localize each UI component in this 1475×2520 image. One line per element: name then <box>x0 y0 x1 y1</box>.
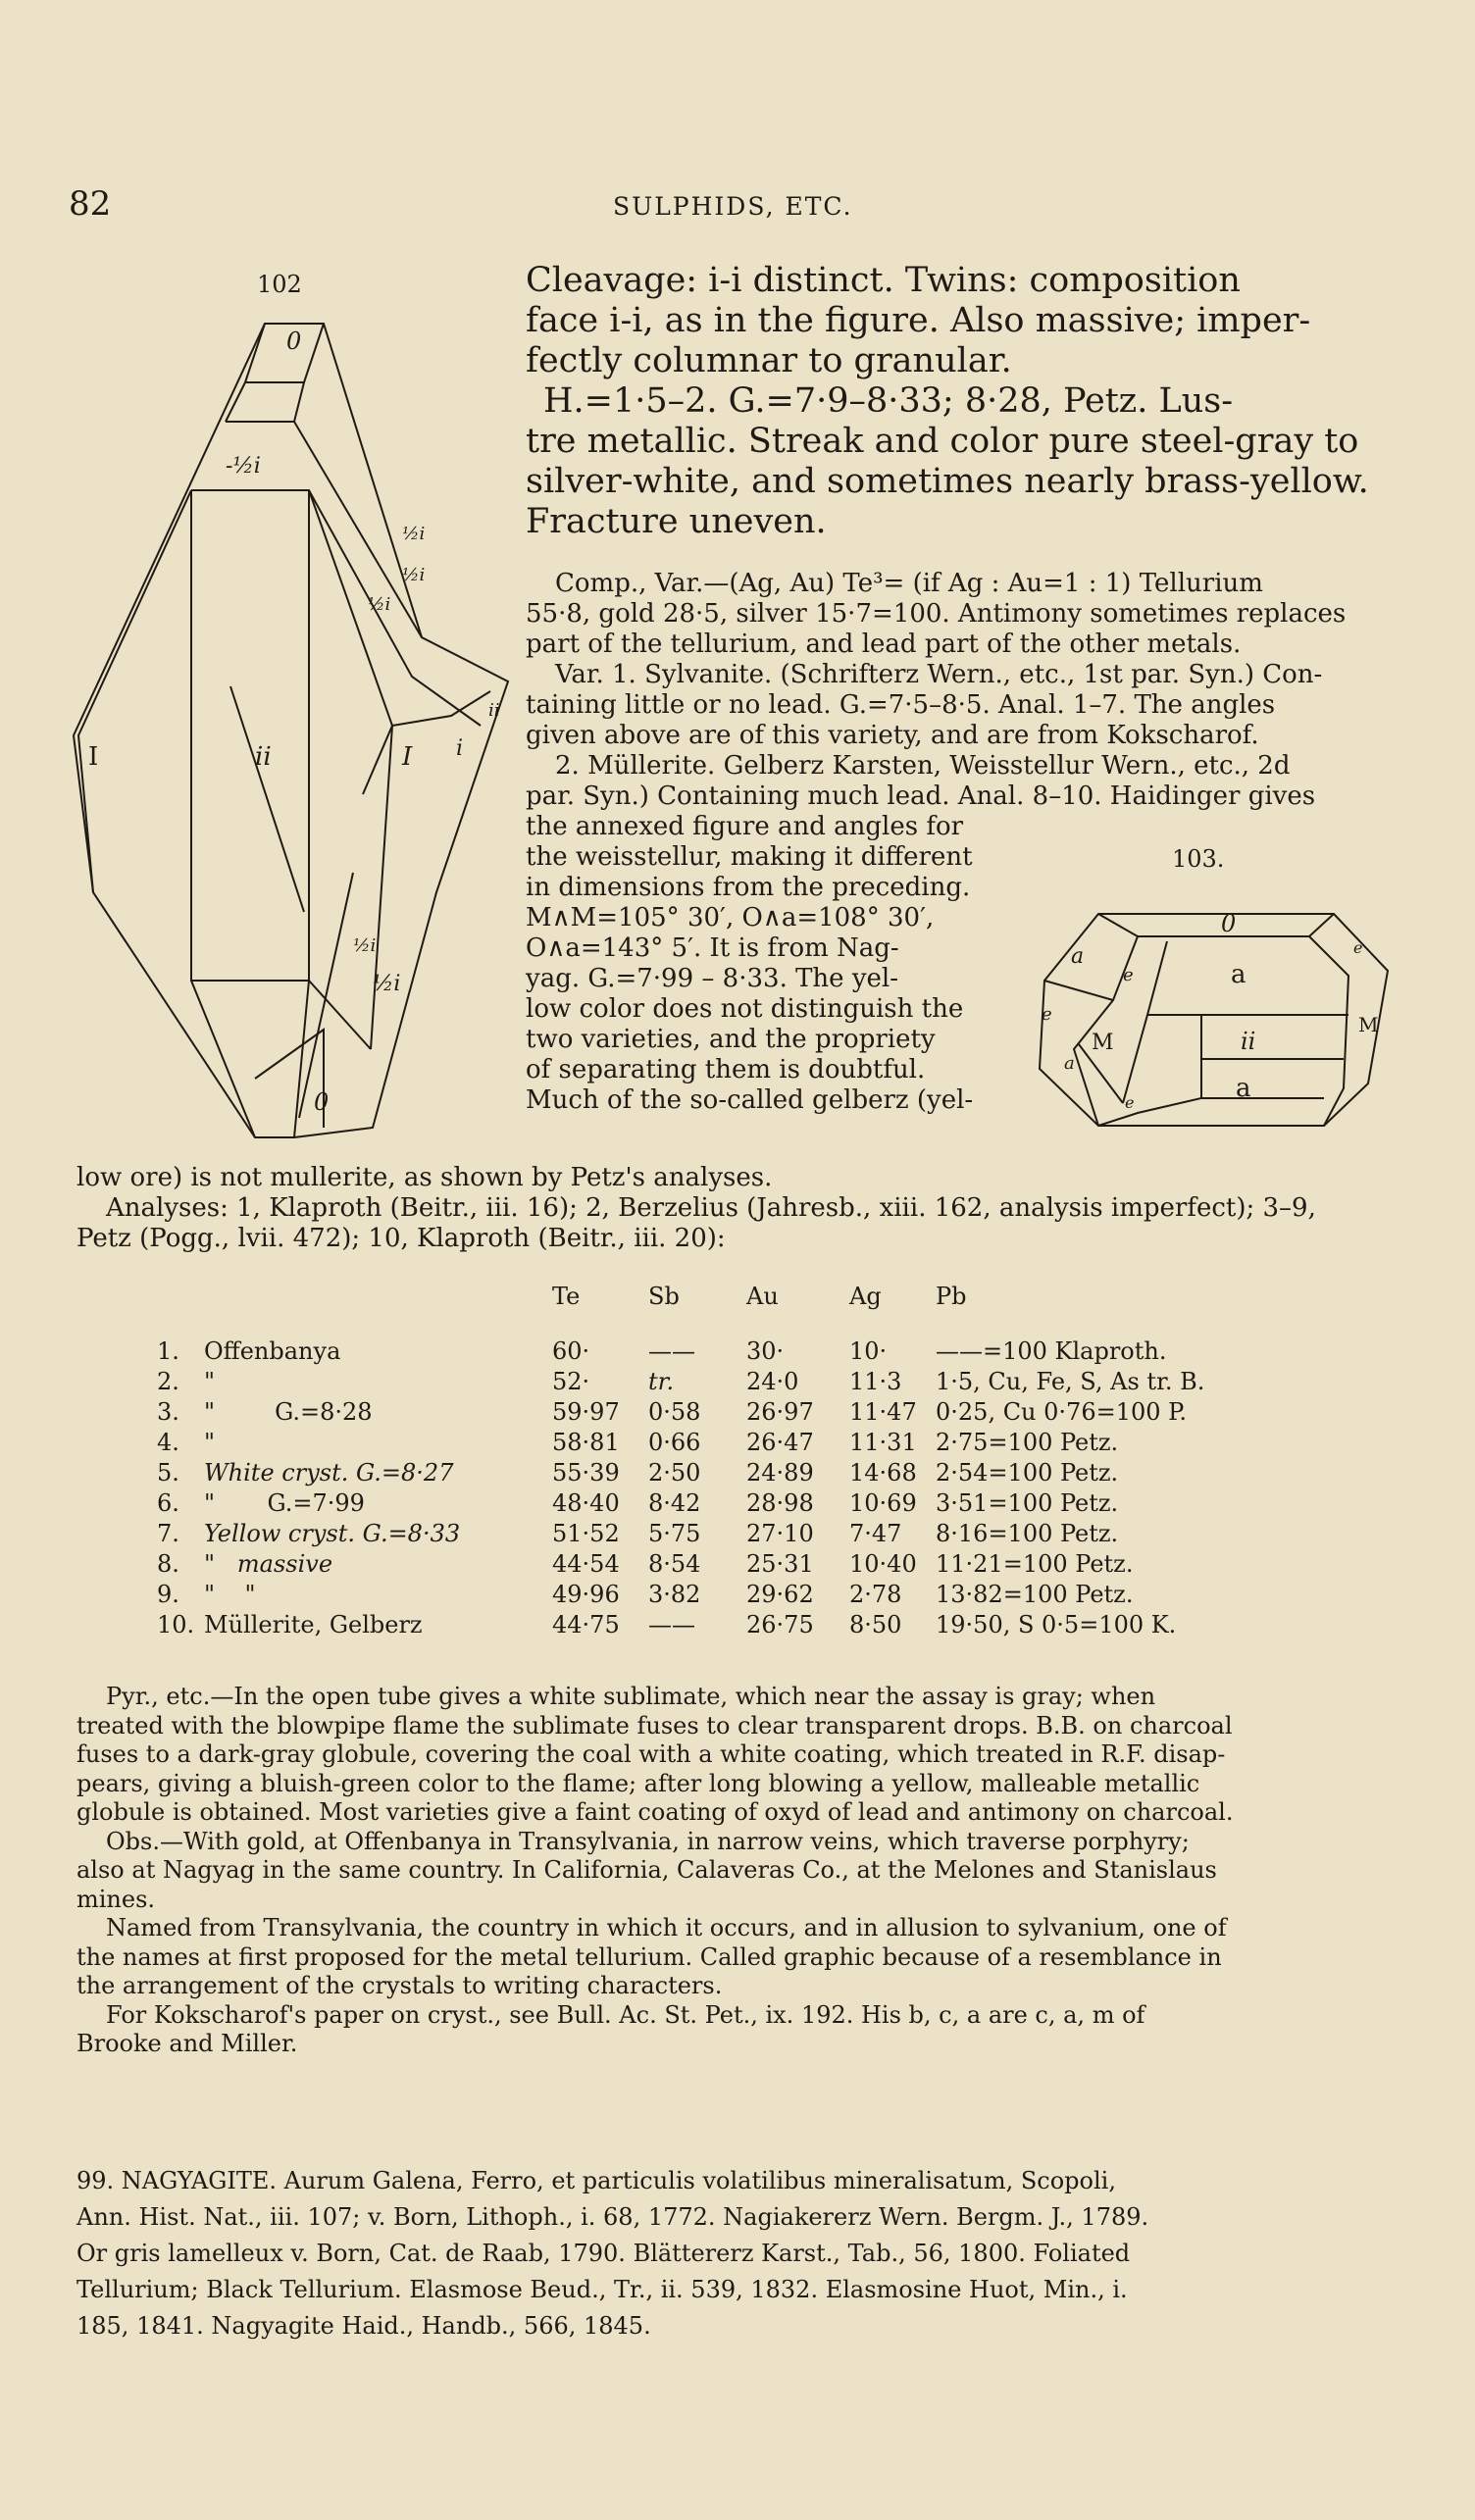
locality: Müllerite, Gelberz <box>204 1611 423 1638</box>
locality: " <box>204 1429 216 1456</box>
table-header: Pb <box>936 1283 967 1310</box>
pb-value: 3·51=100 Petz. <box>936 1489 1119 1517</box>
pyr-obs-paragraph <box>76 1683 1233 2059</box>
face-label: i <box>456 736 464 761</box>
text-line: Tellurium; Black Tellurium. Elasmose Beud., Tr., ii. 539, 1832. Elasmosine Huot, Min., i. <box>76 2276 1128 2303</box>
crystal-edge <box>191 490 309 1137</box>
text-line: fuses to a dark-gray globule, covering the coal with a white coating, which treated in R.F. disap- <box>76 1740 1226 1768</box>
sb-value: 8·54 <box>648 1550 701 1578</box>
crystal-outline <box>74 324 508 1137</box>
text-line: Fracture uneven. <box>526 502 827 541</box>
text-line: pears, giving a bluish-green color to the flame; after long blowing a yellow, malleable metallic <box>76 1769 1200 1797</box>
row-number: 8. <box>157 1550 179 1578</box>
table-row <box>157 1337 1204 1368</box>
face-label: ½i <box>373 972 401 996</box>
face-label: 0 <box>314 1088 330 1116</box>
text-line: taining little or no lead. G.=7·5–8·5. Anal. 1–7. The angles <box>526 690 1276 720</box>
te-value: 58·81 <box>552 1429 620 1456</box>
au-value: 30· <box>746 1337 785 1365</box>
face-label: ii <box>1241 1028 1256 1055</box>
te-value: 44·54 <box>552 1550 620 1578</box>
text-line: Obs.—With gold, at Offenbanya in Transylvania, in narrow veins, which traverse porphyry; <box>106 1827 1190 1855</box>
composition-paragraph <box>526 569 1346 812</box>
sb-value: —— <box>648 1611 695 1638</box>
sb-value: 2·50 <box>648 1459 701 1487</box>
ag-value: 10·69 <box>849 1489 917 1517</box>
text-line: Much of the so-called gelberz (yel- <box>526 1085 974 1115</box>
pb-value: 0·25, Cu 0·76=100 P. <box>936 1398 1188 1426</box>
text-line: 185, 1841. Nagyagite Haid., Handb., 566, 1845. <box>76 2312 651 2340</box>
text-line: the weisstellur, making it different <box>526 842 973 872</box>
figure-102-crystal <box>59 304 520 1157</box>
face-label: ½i <box>368 594 391 615</box>
te-value: 51·52 <box>552 1520 620 1547</box>
figure-102-number: 102 <box>257 271 302 298</box>
ag-value: 14·68 <box>849 1459 917 1487</box>
locality: " <box>204 1368 216 1395</box>
text-line: 2. Müllerite. Gelberz Karsten, Weisstellur Wern., etc., 2d <box>555 751 1291 781</box>
running-title: SULPHIDS, ETC. <box>613 192 853 221</box>
au-value: 26·97 <box>746 1398 814 1426</box>
row-number: 3. <box>157 1398 179 1426</box>
text-line: H.=1·5–2. G.=7·9–8·33; 8·28, Petz. Lus- <box>543 381 1234 421</box>
face-label: M <box>1092 1031 1114 1055</box>
text-line: Analyses: 1, Klaproth (Beitr., iii. 16); 2, Berzelius (Jahresb., xiii. 162, analysis imperfect); 3–9, <box>106 1193 1316 1223</box>
ag-value: 11·31 <box>849 1429 917 1456</box>
text-line: Brooke and Miller. <box>76 2030 298 2057</box>
text-line: Cleavage: i-i distinct. Twins: composition <box>526 261 1241 300</box>
au-value: 25·31 <box>746 1550 814 1578</box>
te-value: 60· <box>552 1337 590 1365</box>
face-label: e <box>1042 1004 1052 1025</box>
page-number: 82 <box>69 184 112 224</box>
face-label: ii <box>255 742 272 772</box>
face-label: ½i <box>402 565 426 585</box>
analyses-intro <box>76 1163 1316 1254</box>
locality: " G.=8·28 <box>204 1398 373 1426</box>
sb-value: tr. <box>648 1368 675 1395</box>
face-label: I <box>88 742 99 772</box>
crystal-edge <box>363 691 490 794</box>
text-line: Comp., Var.—(Ag, Au) Te³= (if Ag : Au=1 : 1) Tellurium <box>555 569 1263 598</box>
face-label: e <box>1125 1093 1135 1112</box>
pb-value: 2·75=100 Petz. <box>936 1429 1119 1456</box>
ag-value: 7·47 <box>849 1520 902 1547</box>
table-row <box>157 1520 1204 1550</box>
text-line: treated with the blowpipe flame the sublimate fuses to clear transparent drops. B.B. on charcoal <box>76 1711 1233 1739</box>
face-label: e <box>1353 938 1363 957</box>
pb-value: 8·16=100 Petz. <box>936 1520 1119 1547</box>
row-number: 5. <box>157 1459 179 1487</box>
text-line: Ann. Hist. Nat., iii. 107; v. Born, Lithoph., i. 68, 1772. Nagiakererz Wern. Bergm. J., 1789. <box>76 2203 1149 2231</box>
crystal-edge <box>1201 1015 1348 1098</box>
text-line: globule is obtained. Most varieties give a faint coating of oxyd of lead and antimony on charcoal. <box>76 1798 1234 1826</box>
pb-value: 2·54=100 Petz. <box>936 1459 1119 1487</box>
table-header: Au <box>746 1283 779 1310</box>
te-value: 44·75 <box>552 1611 620 1638</box>
sb-value: 3·82 <box>648 1581 701 1608</box>
locality: Offenbanya <box>204 1337 341 1365</box>
crystal-edge <box>294 422 481 726</box>
face-label: ½i <box>353 935 377 956</box>
text-line: face i-i, as in the figure. Also massive; imper- <box>526 301 1311 340</box>
text-line: Var. 1. Sylvanite. (Schrifterz Wern., etc., 1st par. Syn.) Con- <box>555 660 1323 689</box>
au-value: 29·62 <box>746 1581 814 1608</box>
te-value: 55·39 <box>552 1459 620 1487</box>
pb-value: 11·21=100 Petz. <box>936 1550 1134 1578</box>
text-line: the arrangement of the crystals to writing characters. <box>76 1972 723 1999</box>
face-label: I <box>402 742 413 772</box>
ag-value: 8·50 <box>849 1611 902 1638</box>
sb-value: —— <box>648 1337 695 1365</box>
row-number: 7. <box>157 1520 179 1547</box>
row-number: 9. <box>157 1581 179 1608</box>
text-line: M∧M=105° 30′, O∧a=108° 30′, <box>526 903 935 932</box>
table-row <box>157 1581 1204 1611</box>
figure-103-number: 103. <box>1172 845 1225 873</box>
te-value: 48·40 <box>552 1489 620 1517</box>
face-label: a <box>1231 960 1246 989</box>
te-value: 49·96 <box>552 1581 620 1608</box>
text-line: part of the tellurium, and lead part of the other metals. <box>526 630 1242 659</box>
face-label: a <box>1071 944 1085 969</box>
ag-value: 2·78 <box>849 1581 902 1608</box>
locality: " massive <box>204 1550 333 1578</box>
text-line: low color does not distinguish the <box>526 994 964 1024</box>
sb-value: 5·75 <box>648 1520 701 1547</box>
figure-103-crystal <box>1030 902 1402 1128</box>
table-row <box>157 1611 1204 1641</box>
text-line: also at Nagyag in the same country. In California, Calaveras Co., at the Melones and Stanislaus <box>76 1856 1217 1884</box>
pb-value: ——=100 Klaproth. <box>936 1337 1167 1365</box>
text-line: Petz (Pogg., lvii. 472); 10, Klaproth (Beitr., iii. 20): <box>76 1224 726 1253</box>
face-label: a <box>1064 1053 1075 1074</box>
table-row <box>157 1459 1204 1489</box>
face-label: ½i <box>402 524 426 544</box>
text-line: given above are of this variety, and are from Kokscharof. <box>526 721 1259 750</box>
text-line: two varieties, and the propriety <box>526 1025 936 1054</box>
face-label: M <box>1358 1013 1379 1036</box>
au-value: 28·98 <box>746 1489 814 1517</box>
text-line: 55·8, gold 28·5, silver 15·7=100. Antimony sometimes replaces <box>526 599 1347 629</box>
crystal-edge <box>245 324 324 382</box>
au-value: 26·47 <box>746 1429 814 1456</box>
row-number: 6. <box>157 1489 179 1517</box>
text-line: the annexed figure and angles for <box>526 812 964 841</box>
text-line: in dimensions from the preceding. <box>526 873 971 902</box>
text-line: silver-white, and sometimes nearly brass-yellow. <box>526 462 1369 501</box>
face-label: -½i <box>226 454 261 479</box>
text-line: 99. NAGYAGITE. Aurum Galena, Ferro, et particulis volatilibus mineralisatum, Scopoli, <box>76 2167 1116 2194</box>
analysis-table <box>157 1283 1204 1641</box>
pb-value: 19·50, S 0·5=100 K. <box>936 1611 1177 1638</box>
table-row <box>157 1368 1204 1398</box>
intro-paragraph <box>526 261 1369 542</box>
ag-value: 11·47 <box>849 1398 917 1426</box>
crystal-edge <box>1098 941 1201 1126</box>
text-line: par. Syn.) Containing much lead. Anal. 8–10. Haidinger gives <box>526 781 1316 811</box>
crystal-edge <box>191 981 371 1049</box>
text-line: O∧a=143° 5′. It is from Nag- <box>526 933 899 963</box>
ag-value: 10· <box>849 1337 888 1365</box>
mullerite-paragraph <box>526 812 973 1116</box>
locality: Yellow cryst. G.=8·33 <box>204 1520 461 1547</box>
pb-value: 1·5, Cu, Fe, S, As tr. B. <box>936 1368 1205 1395</box>
row-number: 1. <box>157 1337 179 1365</box>
text-line: Or gris lamelleux v. Born, Cat. de Raab, 1790. Blättererz Karst., Tab., 56, 1800. Foliated <box>76 2240 1131 2267</box>
text-line: For Kokscharof's paper on cryst., see Bull. Ac. St. Pet., ix. 192. His b, c, a are c, a, m of <box>106 2000 1145 2029</box>
crystal-edge <box>1079 1015 1147 1103</box>
table-header: Ag <box>849 1283 882 1310</box>
pb-value: 13·82=100 Petz. <box>936 1581 1134 1608</box>
au-value: 26·75 <box>746 1611 814 1638</box>
locality: " " <box>204 1581 256 1608</box>
au-value: 27·10 <box>746 1520 814 1547</box>
table-header <box>204 1283 552 1337</box>
table-row <box>157 1429 1204 1459</box>
crystal-edge <box>226 382 304 422</box>
text-line: fectly columnar to granular. <box>526 341 1012 380</box>
text-line: Pyr., etc.—In the open tube gives a white sublimate, which near the assay is gray; when <box>106 1683 1156 1710</box>
table-row <box>157 1398 1204 1429</box>
row-number: 10. <box>157 1611 195 1638</box>
table-row <box>157 1550 1204 1581</box>
ag-value: 11·3 <box>849 1368 902 1395</box>
text-line: the names at first proposed for the metal tellurium. Called graphic because of a resemblance in <box>76 1942 1222 1971</box>
table-row <box>157 1489 1204 1520</box>
crystal-edge <box>78 490 392 1049</box>
face-label: e <box>1123 965 1134 985</box>
ag-value: 10·40 <box>849 1550 917 1578</box>
locality: " G.=7·99 <box>204 1489 365 1517</box>
table-header-row <box>157 1283 1204 1337</box>
table-header: Sb <box>648 1283 680 1310</box>
crystal-outline <box>1040 914 1388 1126</box>
text-line: yag. G.=7·99 – 8·33. The yel- <box>526 964 899 993</box>
text-line: tre metallic. Streak and color pure steel-gray to <box>526 422 1359 461</box>
au-value: 24·89 <box>746 1459 814 1487</box>
face-label: ii <box>488 700 500 721</box>
table-header: Te <box>552 1283 581 1310</box>
nagyagite-entry <box>76 2163 1148 2344</box>
table-header <box>157 1283 204 1337</box>
sb-value: 0·66 <box>648 1429 701 1456</box>
face-label: a <box>1236 1074 1251 1103</box>
crystal-edge <box>1098 914 1348 1126</box>
te-value: 59·97 <box>552 1398 620 1426</box>
sb-value: 0·58 <box>648 1398 701 1426</box>
text-line: low ore) is not mullerite, as shown by Petz's analyses. <box>76 1163 773 1192</box>
te-value: 52· <box>552 1368 590 1395</box>
row-number: 4. <box>157 1429 179 1456</box>
face-label: 0 <box>1221 910 1237 937</box>
face-label: 0 <box>286 328 302 355</box>
au-value: 24·0 <box>746 1368 799 1395</box>
locality: White cryst. G.=8·27 <box>204 1459 454 1487</box>
text-line: mines. <box>76 1885 156 1913</box>
sb-value: 8·42 <box>648 1489 701 1517</box>
text-line: Named from Transylvania, the country in which it occurs, and in allusion to sylvanium, one of <box>106 1914 1227 1941</box>
text-line: of separating them is doubtful. <box>526 1055 926 1084</box>
row-number: 2. <box>157 1368 179 1395</box>
